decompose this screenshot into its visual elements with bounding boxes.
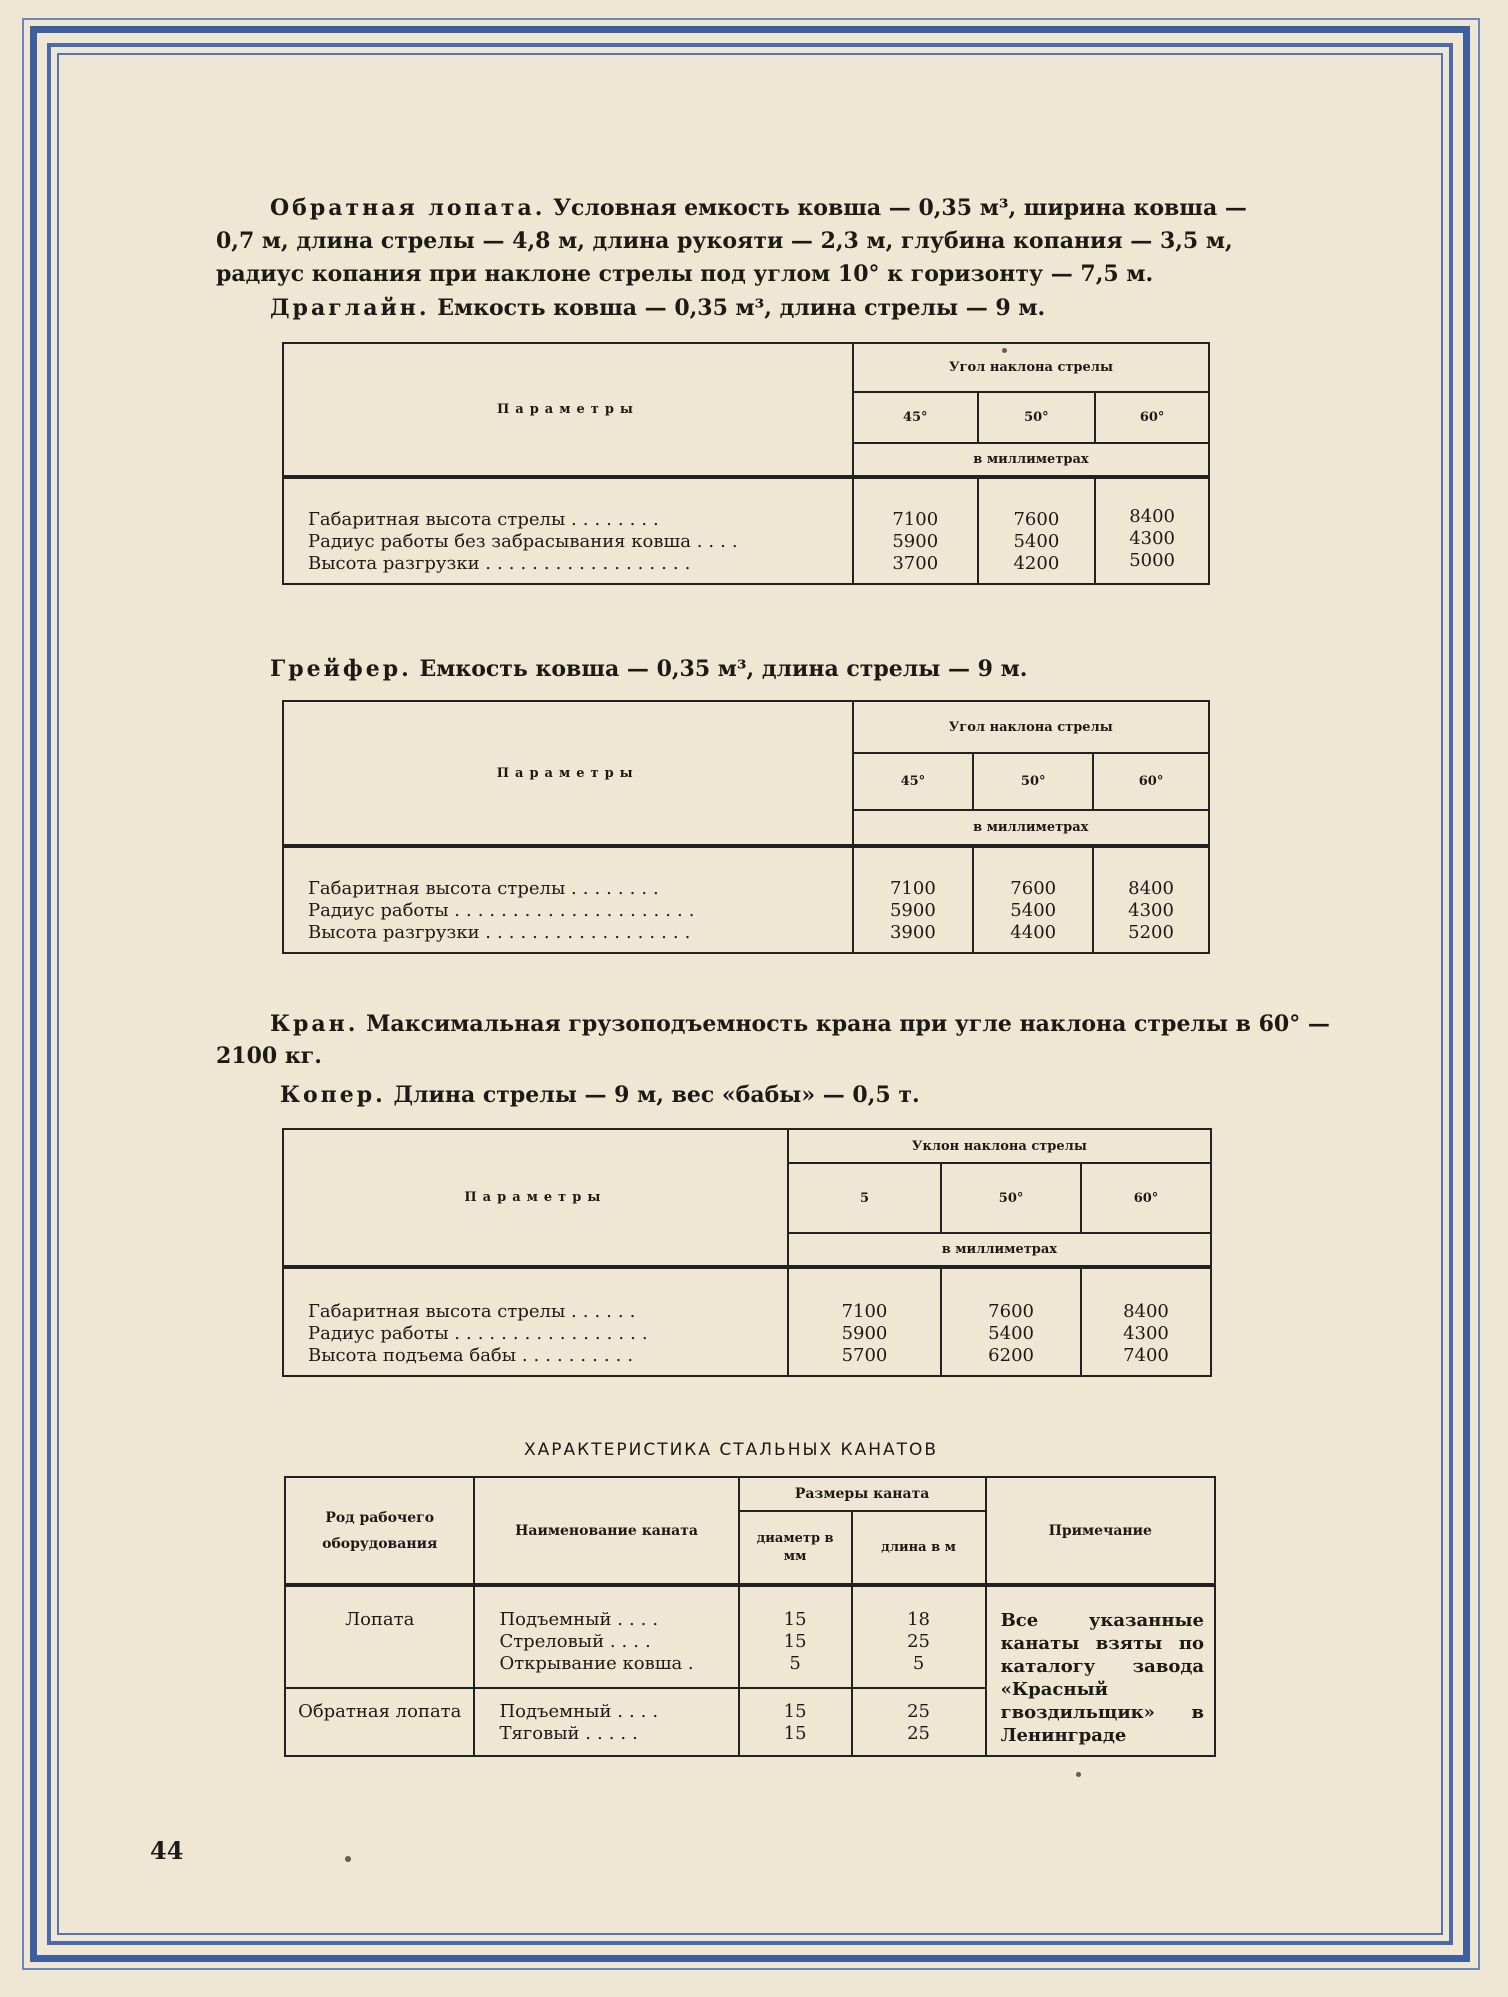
col-50: 50°	[973, 753, 1093, 810]
angle-group-header: Угол наклона стрелы	[853, 343, 1209, 392]
dragline-text: Емкость ковша — 0,35 м³, длина стрелы — 9 м.	[429, 295, 1046, 321]
paper-speck	[345, 1856, 351, 1862]
row-name: Радиус работы .................	[308, 1323, 654, 1344]
col-60: 60°	[1093, 753, 1209, 810]
backhoe-diameters: 15 15	[739, 1688, 852, 1756]
shovel-lengths: 18 25 5	[852, 1585, 986, 1688]
paragraph-crane-line2: 2100 кг.	[216, 1043, 322, 1069]
col-50: 50°	[978, 392, 1096, 443]
col-45-values: 7100 5900 3700	[853, 477, 978, 584]
page-number: 44	[150, 1836, 184, 1865]
row-names	[283, 846, 853, 953]
col-60: 60°	[1095, 392, 1209, 443]
paragraph-backhoe-line2: 0,7 м, длина стрелы — 4,8 м, длина рукояти — 2,3 м, глубина копания — 3,5 м,	[216, 228, 1233, 254]
col-50: 50°	[941, 1163, 1081, 1233]
equipment-header: Род рабочего оборудования	[285, 1477, 474, 1585]
row-name: Радиус работы .....................	[308, 900, 701, 921]
row-name: Габаритная высота стрелы ........	[308, 878, 665, 899]
dragline-lead: Драглайн.	[270, 295, 430, 321]
row-name: Высота разгрузки ..................	[308, 922, 697, 943]
grab-text: Емкость ковша — 0,35 м³, длина стрелы — 9 м.	[411, 656, 1028, 682]
col-45-values: 7100 5900 3900	[853, 846, 974, 953]
piledriver-table	[282, 1128, 1212, 1377]
grab-table	[282, 700, 1210, 954]
backhoe-text: Условная емкость ковша — 0,35 м³, ширина ковша —	[545, 195, 1247, 221]
shovel-diameters: 15 15 5	[739, 1585, 852, 1688]
paragraph-piledriver	[280, 1079, 920, 1111]
col-50-values: 7600 5400 4400	[973, 846, 1093, 953]
paragraph-grab	[270, 653, 1027, 685]
row-names	[283, 1267, 788, 1376]
equipment-backhoe: Обратная лопата	[285, 1688, 474, 1756]
backhoe-lengths: 25 25	[852, 1688, 986, 1756]
param-header: Параметры	[496, 765, 639, 781]
shovel-rope-names: Подъемный .... Стреловый .... Открывание ковша .	[474, 1585, 738, 1688]
angle-group-header: Уклон наклона стрелы	[788, 1129, 1211, 1163]
col-60-values: 8400 4300 5000	[1095, 477, 1209, 584]
row-name: Радиус работы без забрасывания ковша ....	[308, 531, 744, 552]
col-5: 5	[788, 1163, 941, 1233]
paragraph-dragline	[270, 292, 1045, 324]
col-60-values: 8400 4300 5200	[1093, 846, 1209, 953]
unit-header: в миллиметрах	[853, 443, 1209, 477]
angle-group-header: Угол наклона стрелы	[853, 701, 1210, 753]
backhoe-rope-names: Подъемный .... Тяговый .....	[474, 1688, 738, 1756]
col-60: 60°	[1081, 1163, 1211, 1233]
param-header-cell	[283, 343, 853, 477]
row-name: Высота разгрузки ..................	[308, 553, 697, 574]
paragraph-backhoe-line3: радиус копания при наклоне стрелы под углом 10° к горизонту — 7,5 м.	[216, 261, 1154, 287]
col-5-values: 7100 5900 5700	[788, 1267, 941, 1376]
paragraph-crane-line1	[270, 1008, 1330, 1040]
piledriver-text: Длина стрелы — 9 м, вес «бабы» — 0,5 т.	[385, 1082, 920, 1108]
diameter-header: диаметр в мм	[739, 1511, 852, 1585]
param-header: Параметры	[464, 1190, 607, 1205]
row-name: Высота подъема бабы ..........	[308, 1345, 640, 1366]
crane-text: Максимальная грузоподъемность крана при угле наклона стрелы в 60° —	[358, 1011, 1330, 1037]
ropes-table	[284, 1476, 1216, 1757]
rope-name-header: Наименование каната	[474, 1477, 738, 1585]
ropes-table-caption: ХАРАКТЕРИСТИКА СТАЛЬНЫХ КАНАТОВ	[524, 1440, 939, 1460]
paper-speck	[1076, 1772, 1081, 1777]
paragraph-backhoe-line1	[270, 192, 1247, 224]
rope-sizes-header: Размеры каната	[739, 1477, 986, 1511]
row-names	[283, 477, 853, 584]
row-name: Габаритная высота стрелы ........	[308, 509, 665, 530]
equipment-shovel: Лопата	[285, 1585, 474, 1688]
param-header-cell	[283, 1129, 788, 1267]
col-45: 45°	[853, 392, 978, 443]
unit-header: в миллиметрах	[788, 1233, 1211, 1267]
col-50-values: 7600 5400 6200	[941, 1267, 1081, 1376]
col-45: 45°	[853, 753, 974, 810]
note-header: Примечание	[986, 1477, 1215, 1585]
length-header: длина в м	[852, 1511, 986, 1585]
backhoe-lead: Обратная лопата.	[270, 195, 546, 221]
param-header-cell	[283, 701, 853, 846]
param-header: Параметры	[497, 402, 639, 417]
col-60-values: 8400 4300 7400	[1081, 1267, 1211, 1376]
crane-lead: Кран.	[270, 1011, 359, 1037]
col-50-values: 7600 5400 4200	[978, 477, 1096, 584]
piledriver-lead: Копер.	[280, 1082, 386, 1108]
dragline-table	[282, 342, 1210, 585]
row-name: Габаритная высота стрелы ......	[308, 1301, 642, 1322]
ropes-note: Все указанные канаты взяты по каталогу завода «Красный гвоздильщик» в Ленинграде	[986, 1585, 1215, 1756]
paper-speck	[1002, 348, 1007, 353]
unit-header: в миллиметрах	[853, 810, 1210, 846]
grab-lead: Грейфер.	[270, 656, 412, 682]
